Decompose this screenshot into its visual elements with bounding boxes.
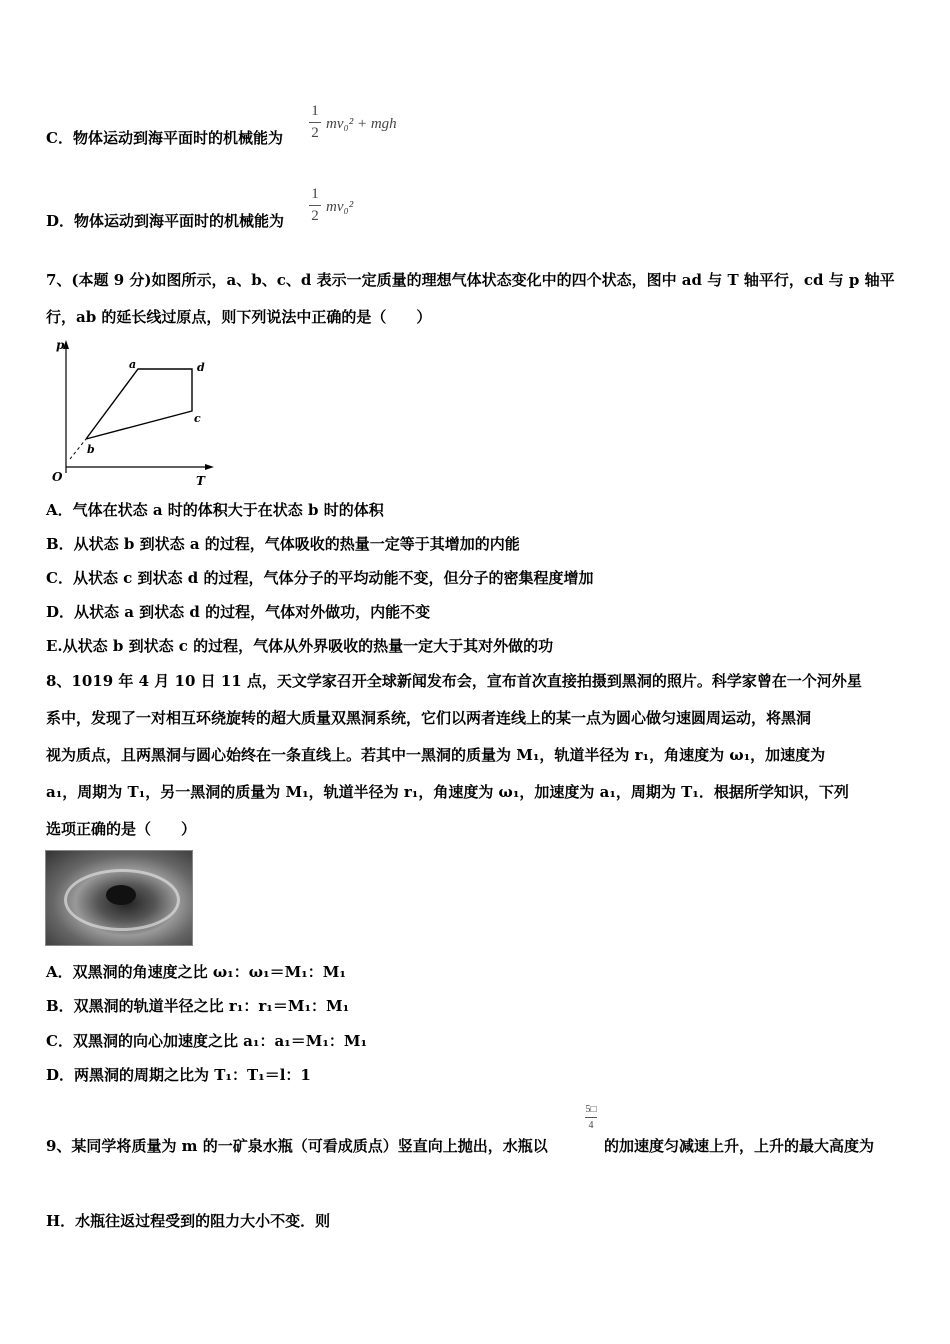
- q9-stem: [46, 1136, 548, 1156]
- label-c: c: [194, 412, 201, 425]
- option-d-formula: mv₀²: [326, 199, 354, 215]
- q9-text-after: 的加速度匀减速上升，上升的最大高度为: [604, 1137, 875, 1155]
- q7-stem-line2: 行，ab 的延长线过原点，则下列说法中正确的是（ ）: [46, 308, 432, 326]
- q8-option-d[interactable]: D．两黑洞的周期之比为 T₁：T₁＝l：1: [46, 1066, 311, 1084]
- q7-option-a[interactable]: A．气体在状态 a 时的体积大于在状态 b 时的体积: [46, 501, 384, 519]
- q8-stem-line5: 选项正确的是（ ）: [46, 820, 197, 838]
- q8-stem-line1: 8、1019 年 4 月 10 日 11 点，天文学家召开全球新闻发布会，宣布首次直接拍摄到黑洞的照片。科学家曾在一个河外星: [46, 672, 862, 690]
- option-c-fraction: 1 2: [308, 103, 322, 142]
- t-axis-arrow: [205, 464, 214, 470]
- black-hole-photo: [45, 850, 193, 946]
- q7-option-d[interactable]: D．从状态 a 到状态 d 的过程，气体对外做功，内能不变: [46, 603, 431, 621]
- q9-line-h: H．水瓶往返过程受到的阻力大小不变．则: [46, 1212, 331, 1230]
- q8-stem-line2: 系中，发现了一对相互环绕旋转的超大质量双黑洞系统，它们以两者连线上的某一点为圆心做匀速圆周运动，将黑洞: [46, 709, 812, 727]
- option-d-prev: [46, 211, 284, 231]
- option-c-prev: [46, 128, 283, 148]
- label-t: T: [196, 474, 205, 488]
- q8-option-b[interactable]: B．双黑洞的轨道半径之比 r₁：r₁＝M₁：M₁: [46, 997, 350, 1015]
- label-d: d: [197, 361, 205, 374]
- q7-option-c[interactable]: C．从状态 c 到状态 d 的过程，气体分子的平均动能不变，但分子的密集程度增加: [46, 569, 594, 587]
- q8-stem-line4: a₁，周期为 T₁，另一黑洞的质量为 M₁，轨道半径为 r₁，角速度为 ω₁，加速度为 a₁，周期为 T₁．根据所学知识，下列: [46, 783, 849, 801]
- label-o: O: [52, 470, 63, 484]
- q8-stem-line3: 视为质点，且两黑洞与圆心始终在一条直线上。若其中一黑洞的质量为 M₁，轨道半径为 r₁，角速度为 ω₁，加速度为: [46, 746, 826, 764]
- label-a: a: [129, 358, 137, 371]
- q7-option-b[interactable]: B．从状态 b 到状态 a 的过程，气体吸收的热量一定等于其增加的内能: [46, 535, 520, 553]
- q8-option-a[interactable]: A．双黑洞的角速度之比 ω₁：ω₁＝M₁：M₁: [46, 963, 346, 981]
- label-b: b: [87, 443, 95, 456]
- option-d-fraction: 1 2: [308, 186, 322, 225]
- q7-option-e[interactable]: E.从状态 b 到状态 c 的过程，气体从外界吸收的热量一定大于其对外做的功: [46, 637, 554, 655]
- label-p: p: [56, 338, 65, 352]
- q8-option-c[interactable]: C．双黑洞的向心加速度之比 a₁：a₁＝M₁：M₁: [46, 1032, 368, 1050]
- option-d-prev-label: D．物体运动到海平面时的机械能为: [46, 212, 285, 230]
- option-c-prev-label: C．物体运动到海平面时的机械能为: [46, 129, 283, 147]
- pt-diagram: [44, 335, 224, 490]
- q9-fraction: 5□ 4: [585, 1104, 597, 1131]
- q7-stem-line1: 7、(本题 9 分)如图所示，a、b、c、d 表示一定质量的理想气体状态变化中的四个状态，图中 ad 与 T 轴平行，cd 与 p 轴平: [46, 271, 895, 289]
- q9-text-before: 9、某同学将质量为 m 的一矿泉水瓶（可看成质点）竖直向上抛出，水瓶以: [46, 1137, 548, 1155]
- cycle-path: [86, 369, 192, 439]
- option-c-formula: mv₀² + mgh: [326, 116, 397, 132]
- ab-extension: [70, 439, 86, 459]
